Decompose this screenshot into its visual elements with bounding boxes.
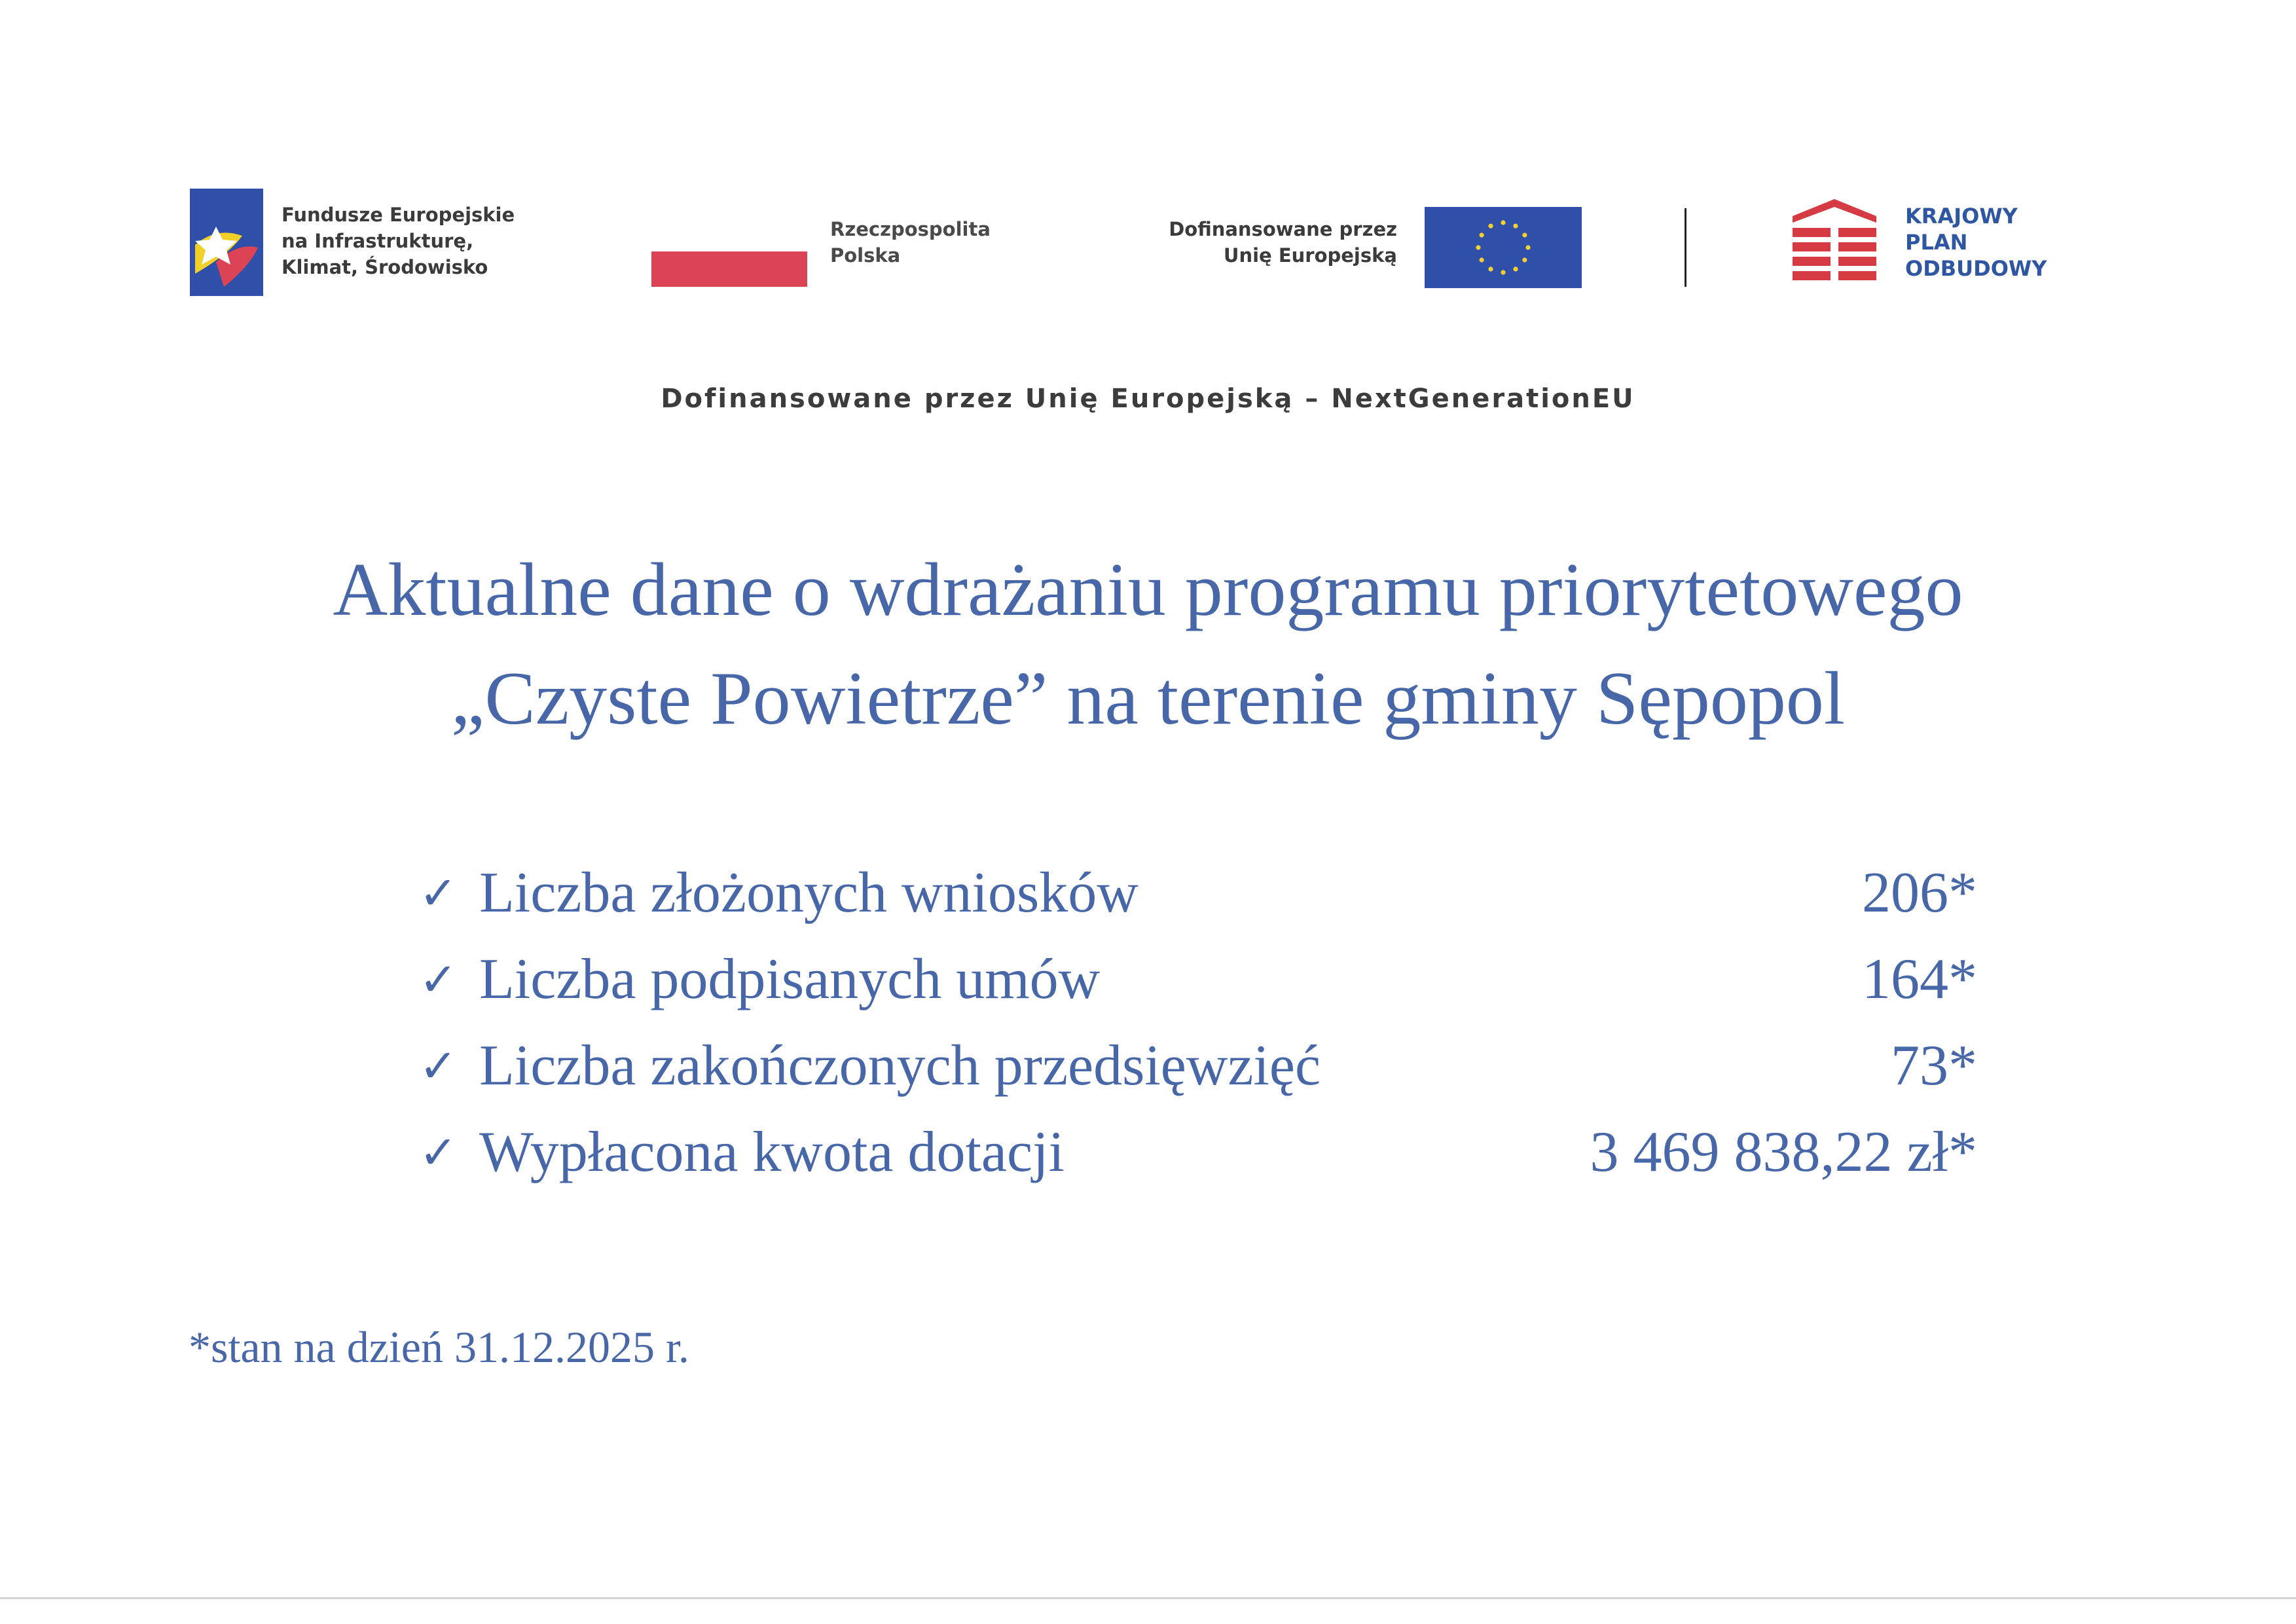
stat-label: Liczba zakończonych przedsięwzięć (479, 1034, 1321, 1098)
fe-star-logo (190, 189, 263, 296)
eu-star (1513, 224, 1518, 229)
title-line-1: Aktualne dane o wdrażaniu programu priorytetowego (333, 548, 1963, 632)
stat-label: Wypłacona kwota dotacji (479, 1120, 1065, 1184)
rp-line-1: Rzeczpospolita (830, 218, 991, 240)
eu-star (1525, 245, 1530, 249)
fe-line-1: Fundusze Europejskie (282, 204, 515, 226)
eu-star (1476, 245, 1480, 249)
eu-flag (1425, 207, 1582, 288)
footnote-date: *stan na dzień 31.12.2025 r. (189, 1322, 689, 1372)
stat-value: 73* (1891, 1034, 1977, 1098)
fe-logo-text (282, 202, 515, 280)
eu-star (1488, 224, 1493, 229)
eu-star (1522, 257, 1527, 262)
eu-star (1501, 220, 1505, 225)
funding-tagline: Dofinansowane przez Unię Europejską – NextGenerationEU (661, 384, 1635, 414)
stat-row-paid-amount (419, 1109, 1977, 1196)
stat-row-applications (419, 850, 1977, 936)
check-icon: ✓ (419, 1039, 458, 1093)
logo-divider (1685, 208, 1686, 287)
kpo-logo-text (1905, 203, 2047, 282)
logo-bar (0, 0, 2296, 314)
page-title (0, 536, 2296, 753)
rp-line-2: Polska (830, 244, 901, 267)
polish-flag (651, 216, 807, 287)
eu-star (1501, 270, 1505, 274)
check-icon: ✓ (419, 953, 458, 1006)
eu-star (1488, 267, 1493, 271)
eu-star (1480, 232, 1484, 237)
kpo-line-1: KRAJOWY (1905, 204, 2018, 229)
polish-flag-white (651, 216, 807, 251)
title-line-2: „Czyste Powietrze” na terenie gminy Sępopol (450, 657, 1846, 741)
stat-label: Liczba złożonych wniosków (479, 861, 1139, 925)
fe-line-2: na Infrastrukturę, (282, 230, 474, 252)
eu-star (1522, 232, 1527, 237)
stat-value: 206* (1862, 861, 1977, 925)
check-icon: ✓ (419, 866, 458, 920)
stat-value: 164* (1862, 948, 1977, 1011)
kpo-line-2: PLAN (1905, 230, 1968, 255)
stats-list (419, 850, 1977, 1196)
check-icon: ✓ (419, 1126, 458, 1179)
stat-label: Liczba podpisanych umów (479, 948, 1101, 1011)
fe-line-3: Klimat, Środowisko (282, 256, 488, 278)
ue-line-2: Unię Europejską (1223, 244, 1397, 267)
kpo-line-3: ODBUDOWY (1905, 256, 2047, 281)
stat-value: 3 469 838,22 zł* (1590, 1120, 1977, 1184)
eu-star (1480, 257, 1484, 262)
ue-line-1: Dofinansowane przez (1169, 218, 1397, 240)
polish-flag-red (651, 251, 807, 287)
rp-logo-text (830, 216, 991, 268)
stat-row-completed (419, 1023, 1977, 1109)
scan-edge-line (0, 1597, 2296, 1599)
kpo-logo (1786, 196, 1883, 288)
ue-logo-text (1108, 216, 1397, 268)
stat-row-contracts (419, 936, 1977, 1023)
eu-star (1513, 267, 1518, 271)
